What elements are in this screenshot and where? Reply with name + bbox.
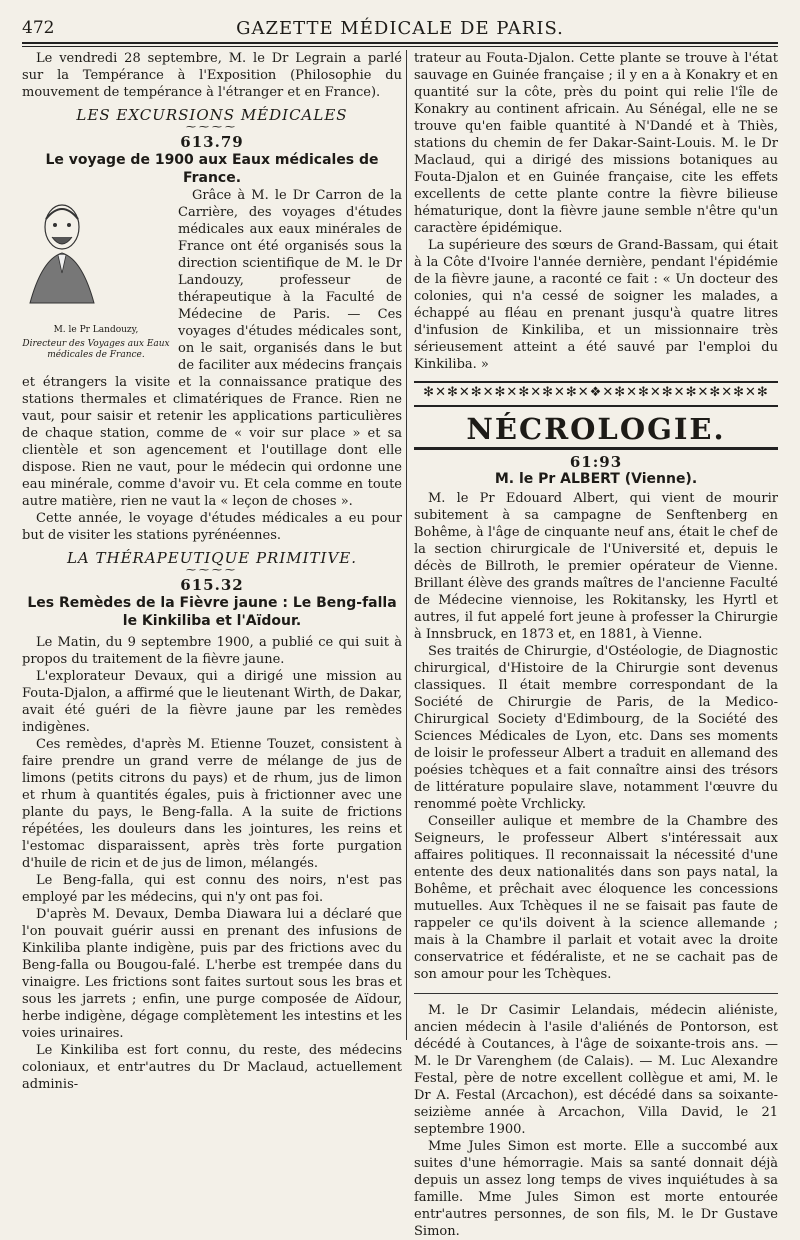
- obituary-heading: M. le Pr ALBERT (Vienne).: [494, 471, 698, 487]
- obituary-notices: M. le Dr Casimir Lelandais, médecin aliéniste, ancien médecin à l'asile d'aliénés de Pontorson, est décédé à Coutances, à l'âge de soixante-trois ans. — M. le Dr Varenghem (de Calais). — M. Luc Alexandre Festal, père de notre excellent collègue et ami, M. le Dr A. Festal (Arcachon), est décédé dans sa soixante-seizième année à Arcachon, Villa David, le 21 septembre 1900.: [414, 1003, 778, 1137]
- portrait-figure: [22, 189, 170, 361]
- portrait-caption-role: Directeur des Voyages aux Eaux médicales de France.: [22, 339, 170, 360]
- albert-paragraph-1: M. le Pr Edouard Albert, qui vient de mourir subitement à sa campagne de Senftenberg en Bohême, à l'âge de cinquante neuf ans, était le chef de la section chirurgicale de l'Université et, depuis le décès de Billroth, le premier opérateur de Vienne. Brillant élève des grands maîtres de l'ancienne Faculté de Médecine viennoise, les Rokitansky, les Hyrtl et autres, il fut appelé fort jeune à professer la Chirurgie à Innsbruck, en 1873 et, en 1881, à Vienne.: [414, 491, 778, 642]
- section-number: 613.79: [180, 133, 244, 151]
- excursions-paragraph-1: Grâce à M. le Dr Carron de la Carrière, des voyages d'études médicales aux eaux minérales de France ont été organisés sous la direction scientifique de M. le Dr Landouzy, professeur de thérapeutique à la Faculté de Médecine de Paris. — Ces voyages d'études médicales sont, on le sait, organisés dans le but de faciliter aux médecins français et étrangers la visite et la connaissance pratique des stations thermales et climatériques de France. Rien ne vaut, pour saisir et retenir les applications particulières de chaque station, comme de « voir sur place » et sa clientèle et son agencement et l'outillage dont elle dispose. Rien ne vaut, pour le médecin qui ordonne une eau minérale, comme d'avoir vu. Et cela comme en toute autre matière, rien ne vaut la « leçon de choses ».: [22, 188, 402, 509]
- section-title-therapeutique: LA THÉRAPEUTIQUE PRIMITIVE.: [66, 549, 358, 567]
- section-number: 61:93: [569, 453, 623, 471]
- left-column: [22, 50, 402, 1093]
- albert-paragraph-3: Conseiller aulique et membre de la Chambre des Seigneurs, le professeur Albert s'intéressait aux affaires politiques. Il reconnaissait la nécessité d'une entente des deux nationalités dans son pays natal, la Bohême, et prêchait avec éloquence les concessions mutuelles. Aux Tchèques il ne se faisait pas faute de rappeler ce qu'ils doivent à la science allemande ; mais à la Chambre il parlait et votait avec la droite conservatrice et fédéraliste, et ne se cachait pas de son amour pour les Tchèques.: [414, 814, 778, 982]
- portrait-engraving: [22, 193, 102, 311]
- albert-paragraph-2: Ses traités de Chirurgie, d'Ostéologie, de Diagnostic chirurgical, d'Histoire de la Chirurgie sont devenus classiques. Il était membre correspondant de la Société de Chirurgie de Paris, de la Medico-Chirurgical Society d'Edimbourg, de la Société des Sciences Médicales de Lyon, etc. Dans ses moments de loisir le professeur Albert a traduit en allemand des poésies tchèques et a fait connaître ainsi des trésors de littérature populaire slave, notamment l'œuvre du renommé poète Vrchlicky.: [414, 644, 778, 812]
- kinkiliba-paragraph-2: La supérieure des sœurs de Grand-Bassam, qui était à la Côte d'Ivoire l'année dernière, pendant l'épidémie de la fièvre jaune, a raconté ce fait : « Un docteur des colonies, qui n'a cessé de soigner les malades, a échappé au fléau en prenant jusqu'à quatre litres d'infusion de Kinkiliba, et un missionnaire très sérieusement atteint a été sauvé par l'emploi du Kinkiliba. »: [414, 238, 778, 372]
- obituary-separator: [414, 993, 778, 994]
- portrait-caption-name: M. le Pr Landouzy,: [53, 325, 139, 335]
- header-rule: [22, 42, 778, 44]
- page-header: [22, 14, 778, 44]
- right-column: [414, 50, 778, 1240]
- section-subtitle: Les Remèdes de la Fièvre jaune : Le Beng-falla le Kinkiliba et l'Aïdour.: [27, 595, 397, 629]
- column-divider: [406, 50, 407, 1040]
- section-title-excursions: LES EXCURSIONS MÉDICALES: [76, 106, 348, 124]
- necrologie-title: NÉCROLOGIE.: [466, 412, 726, 446]
- section-subtitle: Le voyage de 1900 aux Eaux médicales de France.: [45, 152, 379, 186]
- therapeutique-paragraph-4: Le Beng-falla, qui est connu des noirs, n'est pas employé par les médecins, qui n'y ont pas foi.: [22, 873, 402, 905]
- decorative-band: ✻✕✻✕✻✕✻✕✻✕✻✕✻✕❖✕✻✕✻✕✻✕✻✕✻✕✻✕✻: [414, 381, 778, 407]
- page-number: 472: [22, 18, 55, 38]
- necrologie-rule: [414, 447, 778, 450]
- therapeutique-paragraph-3: Ces remèdes, d'après M. Etienne Touzet, consistent à faire prendre un grand verre de mélange de jus de limons (petits citrons du pays) et de rhum, jus de limon et rhum à quantités égales, puis à frictionner avec une plante du pays, le Beng-falla. A la suite de frictions répétées, les douleurs dans les jointures, les reins et l'estomac disparaissent, après très forte purgation d'huile de ricin et de jus de limon, mélangés.: [22, 737, 402, 871]
- excursions-paragraph-2: Cette année, le voyage d'études médicales a eu pour but de visiter les stations pyrénéennes.: [22, 511, 402, 543]
- kinkiliba-paragraph-1: trateur au Fouta-Djalon. Cette plante se trouve à l'état sauvage en Guinée française ; il y en a à Konakry et en quantité sur la côte, près du point qui relie l'île de Konakry au continent africain. Au Sénégal, elle ne se trouve qu'en faible quantité à N'Dandé et à Thiès, stations du chemin de fer Dakar-Saint-Louis. M. le Dr Maclaud, qui a dirigé des missions botaniques au Fouta-Djalon et en Guinée française, cite les effets excellents de cette plante contre la fièvre bilieuse hématurique, dont la fièvre jaune semble n'être qu'un caractère épidémique.: [414, 51, 778, 236]
- section-number: 615.32: [180, 576, 244, 594]
- ornament-divider: ⁓⁓⁓⁓: [186, 122, 238, 133]
- therapeutique-paragraph-6: Le Kinkiliba est fort connu, du reste, des médecins coloniaux, et entr'autres du Dr Maclaud, actuellement adminis-: [22, 1043, 402, 1092]
- temperance-paragraph: Le vendredi 28 septembre, M. le Dr Legrain a parlé sur la Tempérance à l'Exposition (Philosophie du mouvement de tempérance à l'étranger et en France).: [22, 51, 402, 100]
- therapeutique-paragraph-2: L'explorateur Devaux, qui a dirigé une mission au Fouta-Djalon, a affirmé que le lieutenant Wirth, de Dakar, avait été guéri de la fièvre jaune par les remèdes indigènes.: [22, 669, 402, 735]
- therapeutique-paragraph-5: D'après M. Devaux, Demba Diawara lui a déclaré que l'on pouvait guérir aussi en prenant des infusions de Kinkiliba plante indigène, puis par des frictions avec du Beng-falla ou Bougou-falé. L'herbe est trempée dans du vinaigre. Les frictions sont faites surtout sous les bras et sous les jarrets ; enfin, une purge composée de Aïdour, herbe indigène, dégage complètement les intestins et les voies urinaires.: [22, 907, 402, 1041]
- simon-notice: Mme Jules Simon est morte. Elle a succombé aux suites d'une hémorragie. Mais sa santé donnait déjà depuis un assez long temps de vives inquiétudes à sa famille. Mme Jules Simon est morte entourée entr'autres personnes, de son fils, M. le Dr Gustave Simon.: [414, 1139, 778, 1239]
- ornament-divider: ⁓⁓⁓⁓: [186, 565, 238, 576]
- therapeutique-paragraph-1: Le Matin, du 9 septembre 1900, a publié ce qui suit à propos du traitement de la fièvre jaune.: [22, 635, 402, 667]
- header-rule-thin: [22, 46, 778, 47]
- running-title: GAZETTE MÉDICALE DE PARIS.: [236, 18, 564, 39]
